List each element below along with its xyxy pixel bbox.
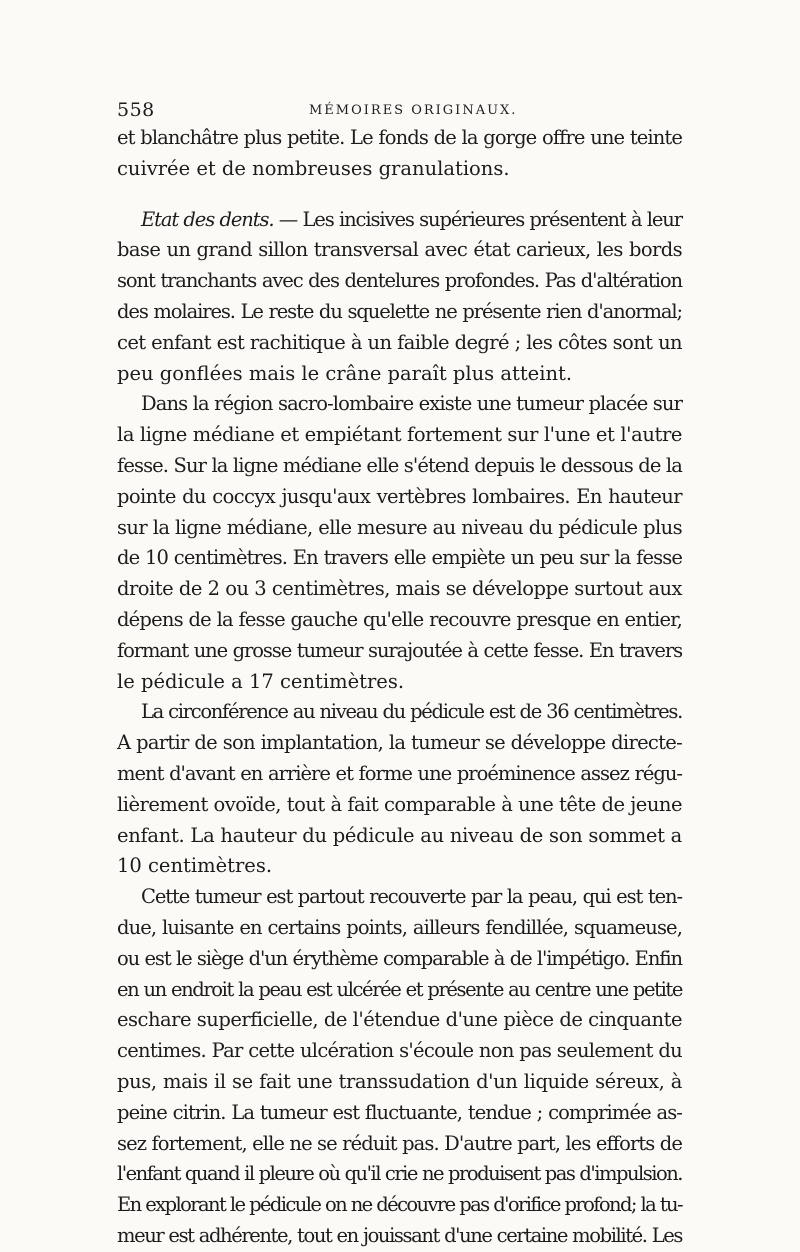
paragraph-circonference	[117, 697, 682, 882]
paragraph-tumeur-description	[117, 389, 682, 697]
text-line: la ligne médiane et empiétant fortement sur l'une et l'autre	[117, 423, 682, 447]
text-line: La circonférence au niveau du pédicule est de 36 centimètres.	[141, 700, 682, 724]
text-line: pointe du coccyx jusqu'aux vertèbres lombaires. En hauteur	[117, 484, 682, 508]
text-line: le pédicule a 17 centimètres.	[117, 669, 405, 693]
text-line: centimes. Par cette ulcération s'écoule non pas seulement du	[117, 1039, 682, 1063]
text-line: En explorant le pédicule on ne découvre pas d'orifice profond; la tu-	[117, 1193, 682, 1217]
text-line: en un endroit la peau est ulcérée et présente au centre une petite	[117, 977, 682, 1001]
text-line: A partir de son implantation, la tumeur se développe directe-	[117, 731, 682, 755]
text-line: et blanchâtre plus petite. Le fonds de la gorge offre une teinte	[117, 126, 682, 149]
text-line: Dans la région sacro-lombaire existe une tumeur placée sur	[141, 392, 682, 416]
text-fragment: — Les incisives supérieures présentent à leur	[273, 207, 682, 231]
text-line: cuivrée et de nombreuses granulations.	[117, 156, 510, 180]
text-line: base un grand sillon transversal avec état carieux, les bords	[117, 238, 682, 262]
text-line: dépens de la fesse gauche qu'elle recouvre presque en entier,	[117, 607, 682, 631]
text-line: de 10 centimètres. En travers elle empiète un peu sur la fesse	[117, 546, 682, 570]
text-line: pus, mais il se fait une transsudation d'un liquide séreux, à	[117, 1069, 682, 1093]
text-line: enfant. La hauteur du pédicule au niveau de son sommet a	[117, 823, 682, 847]
text-line: cet enfant est rachitique à un faible degré ; les côtes sont un	[117, 330, 682, 354]
text-line: droite de 2 ou 3 centimètres, mais se développe surtout aux	[117, 577, 682, 601]
text-line: 10 centimètres.	[117, 854, 273, 878]
text-line: eschare superficielle, de l'étendue d'une pièce de cinquante	[117, 1008, 682, 1032]
page-number: 558	[117, 99, 155, 121]
text-line: sez fortement, elle ne se réduit pas. D'autre part, les efforts de	[117, 1131, 682, 1155]
text-line: Cette tumeur est partout recouverte par la peau, qui est ten-	[141, 885, 682, 909]
text-line: sont tranchants avec des dentelures profondes. Pas d'altération	[117, 269, 682, 293]
text-line: ou est le siège d'un érythème comparable à de l'impétigo. Enfin	[117, 946, 682, 970]
text-line: l'enfant quand il pleure où qu'il crie ne produisent pas d'impulsion.	[117, 1162, 682, 1186]
text-line: meur est adhérente, tout en jouissant d'une certaine mobilité. Les	[117, 1223, 682, 1247]
text-line: sur la ligne médiane, elle mesure au niveau du pédicule plus	[117, 515, 682, 539]
running-head: MÉMOIRES ORIGINAUX.	[309, 103, 518, 118]
book-page	[117, 95, 682, 1252]
text-line: des molaires. Le reste du squelette ne présente rien d'anormal;	[117, 299, 682, 323]
paragraph-continuation	[117, 123, 682, 185]
text-line: peine citrin. La tumeur est fluctuante, tendue ; comprimée as-	[117, 1100, 682, 1124]
text-line: ment d'avant en arrière et forme une proéminence assez régu-	[117, 761, 682, 785]
text-line: formant une grosse tumeur surajoutée à cette fesse. En travers	[117, 638, 682, 662]
text-line: peu gonflées mais le crâne paraît plus atteint.	[117, 361, 573, 385]
text-line: fesse. Sur la ligne médiane elle s'étend depuis le dessous de la	[117, 453, 682, 477]
paragraph-peau	[117, 882, 682, 1252]
text-line	[117, 205, 682, 236]
paragraph-etat-des-dents	[117, 205, 682, 390]
text-line: due, luisante en certains points, ailleurs fendillée, squameuse,	[117, 915, 682, 939]
text-line: lièrement ovoïde, tout à fait comparable à une tête de jeune	[117, 792, 682, 816]
section-lead: Etat des dents.	[141, 207, 274, 231]
page-header	[117, 95, 682, 123]
